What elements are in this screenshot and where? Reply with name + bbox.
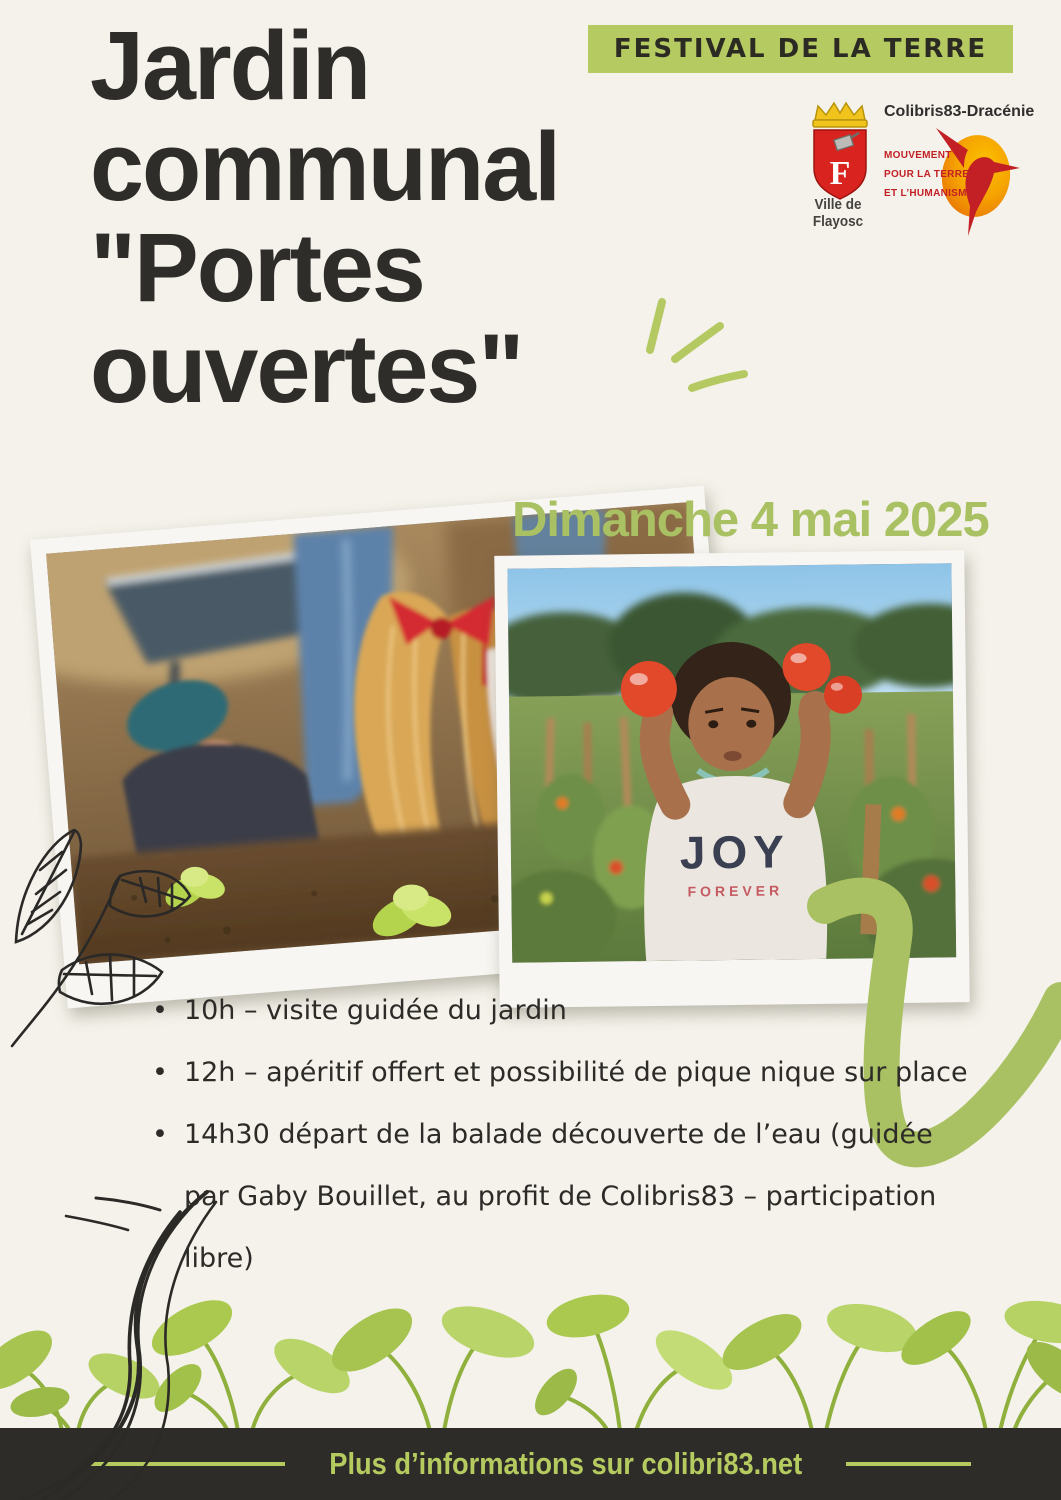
festival-banner-label: FESTIVAL DE LA TERRE bbox=[613, 34, 988, 64]
schedule-item bbox=[152, 980, 980, 1042]
colibris-tagline: MOUVEMENT POUR LA TERRE ET L’HUMANISME bbox=[884, 150, 974, 199]
svg-text:FOREVER: FOREVER bbox=[687, 882, 784, 900]
event-date: Dimanche 4 mai 2025 bbox=[512, 493, 989, 547]
svg-text:JOY: JOY bbox=[679, 825, 791, 879]
schedule-item bbox=[152, 1042, 980, 1104]
bullet-icon: • bbox=[152, 995, 168, 1026]
grass-strokes-icon bbox=[0, 1140, 340, 1500]
title-line: communal bbox=[90, 111, 560, 221]
title-line: "Portes bbox=[90, 212, 424, 322]
footer-info-text: Plus d’informations sur colibri83.net bbox=[329, 1446, 802, 1481]
schedule-item-text: 12h – apéritif offert et possibilité de pique nique sur place bbox=[183, 1057, 968, 1088]
bullet-icon: • bbox=[152, 1057, 168, 1088]
bullet-icon: • bbox=[152, 1119, 168, 1150]
sparkle-strokes-icon bbox=[640, 292, 750, 402]
flayosc-caption: Ville de Flayosc bbox=[812, 196, 864, 230]
colibris-title: Colibris83-Dracénie bbox=[884, 103, 1035, 120]
schedule-item-text: 14h30 départ de la balade découverte de l’eau (guidée par Gaby Bouillet, au profit de Colibris83 – participation libre) bbox=[183, 1119, 937, 1274]
title-line: ouvertes" bbox=[90, 313, 523, 423]
title-line: Jardin bbox=[90, 11, 370, 120]
schedule-item-text: 10h – visite guidée du jardin bbox=[183, 995, 567, 1026]
logo-row bbox=[0, 0, 1061, 240]
flayosc-crest-icon bbox=[797, 100, 883, 200]
footer-rule-right bbox=[846, 1462, 971, 1466]
svg-text:F: F bbox=[829, 155, 851, 192]
